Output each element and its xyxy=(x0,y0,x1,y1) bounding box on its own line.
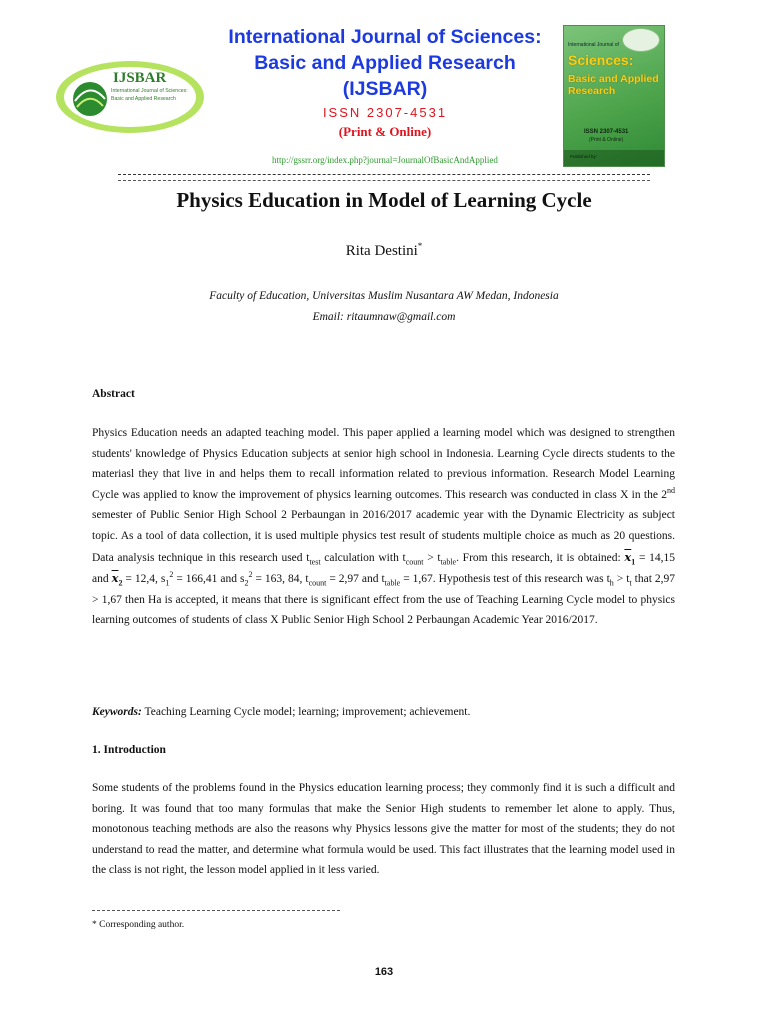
author-mark: * xyxy=(417,241,423,251)
footnote-divider xyxy=(92,910,340,911)
logo-line1: International Journal of Sciences: xyxy=(111,88,188,94)
header-divider-2 xyxy=(118,180,650,181)
affiliation: Faculty of Education, Universitas Muslim Nusantara AW Medan, Indonesia xyxy=(209,290,559,302)
introduction-heading: 1. Introduction xyxy=(92,744,166,756)
x1-symbol: $\overline{x}$ xyxy=(624,549,632,564)
journal-title-line2: Basic and Applied Research xyxy=(254,52,516,74)
journal-header xyxy=(0,0,768,180)
author xyxy=(0,243,768,260)
journal-issn: ISSN 2307-4531 xyxy=(322,105,448,120)
abstract-heading: Abstract xyxy=(92,388,135,400)
author-email: Email: ritaumnaw@gmail.com xyxy=(312,311,456,323)
ijsbar-logo xyxy=(53,59,207,135)
journal-title-line1: International Journal of Sciences: xyxy=(228,26,542,48)
journal-print-online: (Print & Online) xyxy=(338,124,432,139)
keywords-label: Keywords: xyxy=(92,706,142,718)
cover-print-online: (Print & Online) xyxy=(589,137,624,143)
logo-name: IJSBAR xyxy=(113,70,167,86)
paper-title: Physics Education in Model of Learning Cycle xyxy=(176,188,592,212)
x2-symbol: $\overline{x}$ xyxy=(111,571,119,586)
cover-subtitle: Basic and Applied Research xyxy=(568,73,659,97)
cover-emblem-icon xyxy=(622,28,660,52)
journal-title xyxy=(205,24,565,102)
author-name: Rita Destini xyxy=(345,243,418,259)
journal-cover xyxy=(563,25,665,167)
cover-label: International Journal of xyxy=(568,42,619,48)
abstract-body: Physics Education needs an adapted teaching model. This paper applied a learning model which was designed to strengthen students' knowledge of Physics Education subjects at senior high school in Indonesia. Learning Cycle directs students to the materiasl they that live in and helps them to recall information related to previous information. Research Model Learning Cycle was applied to know the improvement of physics learning outcomes. This research was conducted in class X in the 2nd semester of Public Senior High School 2 Perbaungan in 2016/2017 academic year with the Dynamic Electricity as subject topic. As a tool of data collection, it is used multiple physics test result of students multiple choice as much as 20 questions. Data analysis technique in this research used $t_{test}$ calculation with $t_{count} > t_{table}$. From this research, it is obtained: $\overline{x}_1 = 14,15$ and $\overline{x}_2 = 12,4$, $s_1^2 = 166,41$ and $s_2^2 = 163$, 84, $t_{count} = 2,97$ and $t_{table} = 1,67$. Hypothesis test of this research was $t_h > t_t$ that 2,97 > 1,67 then Ha is accepted, it means that there is significant effect from the use of Teaching Learning Cycle model to physics learning outcomes of students of class X Public Senior High School 2 Perbaungan Academic Year 2016/2017. xyxy=(92,427,675,627)
introduction-body: Some students of the problems found in the Physics education learning process; they commonly find it is such a difficult and boring. It was found that too many formulas that make the Senior High students to remember let alone to apply. Thus, monotonous teaching methods are also the reasons why Physics lessons give the matter for most of the students; they do not understand to read the matter, and determine what formula would be used. This fact illustrates that the learning model used in the class is not right, the lesson model applied in it less varied. xyxy=(92,782,675,877)
logo-line2: Basic and Applied Research xyxy=(111,96,176,102)
journal-url[interactable]: http://gssrr.org/index.php?journal=JournalOfBasicAndApplied xyxy=(272,155,498,165)
header-divider xyxy=(118,174,650,175)
page-number: 163 xyxy=(374,966,394,978)
cover-published-by: Published by: xyxy=(570,154,598,159)
footnote: * Corresponding author. xyxy=(92,920,185,930)
journal-title-line3: (IJSBAR) xyxy=(342,78,428,100)
cover-title: Sciences: xyxy=(568,52,634,68)
keywords-text: Teaching Learning Cycle model; learning; improvement; achievement. xyxy=(141,706,471,718)
cover-issn: ISSN 2307-4531 xyxy=(584,129,629,135)
keywords xyxy=(92,706,470,718)
